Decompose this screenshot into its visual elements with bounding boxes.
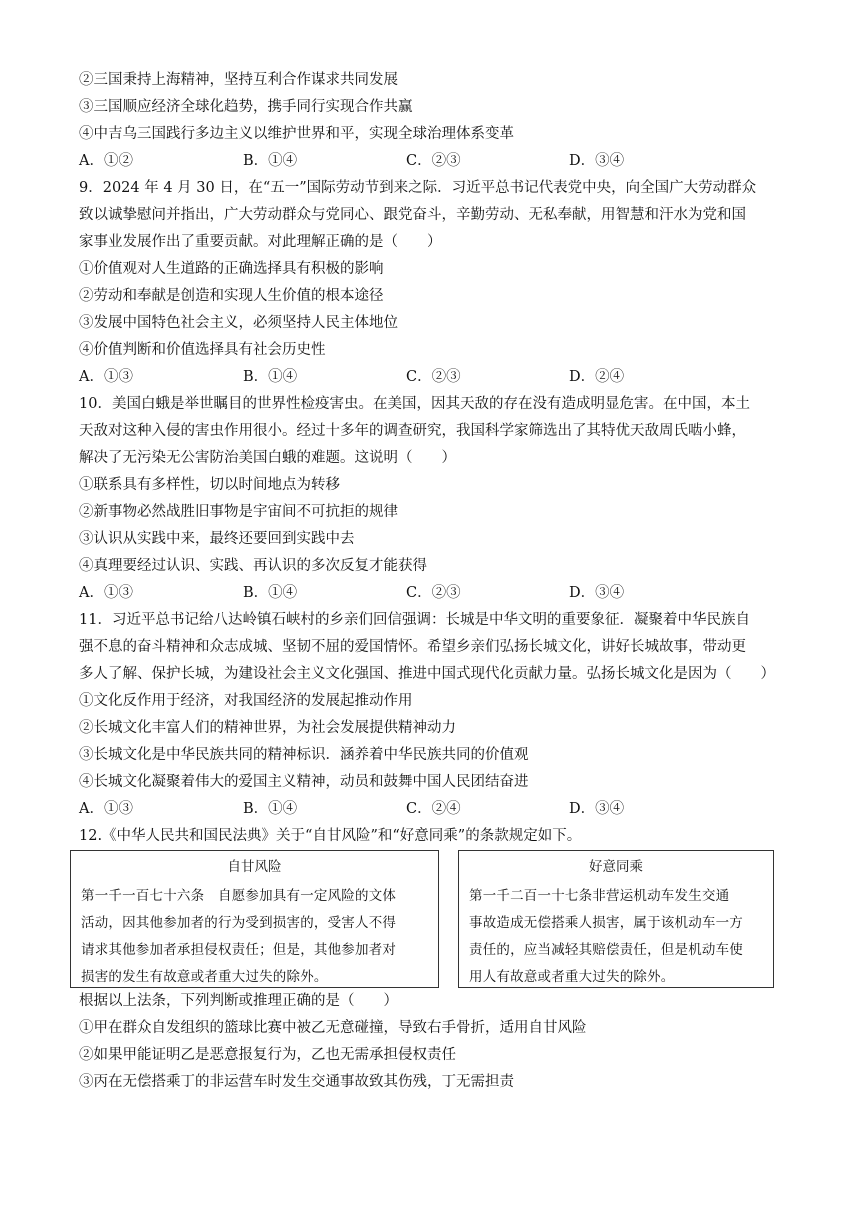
- law-box-self-risk-line: 损害的发生有故意或者重大过失的除外。: [81, 969, 328, 985]
- q11-option-a: A．①③: [79, 801, 133, 817]
- law-box-goodwill-ride-line: 责任的，应当减轻其赔偿责任，但是机动车使: [469, 942, 743, 958]
- q8-item-2: ②三国秉持上海精神，坚持互利合作谋求共同发展: [79, 72, 398, 88]
- q9-item-1: ①价值观对人生道路的正确选择具有积极的影响: [79, 261, 384, 277]
- q11-item-1: ①文化反作用于经济，对我国经济的发展起推动作用: [79, 693, 413, 709]
- q9-stem-line-2: 致以诚挚慰问并指出，广大劳动群众与党同心、跟党奋斗，辛勤劳动、无私奉献，用智慧和汗水为党和国: [79, 207, 746, 223]
- law-box-self-risk-line: 活动，因其他参加者的行为受到损害的，受害人不得: [81, 915, 397, 931]
- q9-option-b: B．①④: [243, 369, 298, 385]
- law-box-goodwill-ride-line: 第一千二百一十七条非营运机动车发生交通: [469, 888, 730, 904]
- q12-item-3: ③丙在无偿搭乘丁的非运营车时发生交通事故致其伤残，丁无需担责: [79, 1074, 514, 1090]
- q10-item-3: ③认识从实践中来，最终还要回到实践中去: [79, 531, 355, 547]
- q11-options: [79, 799, 779, 819]
- q12-item-2: ②如果甲能证明乙是恶意报复行为，乙也无需承担侵权责任: [79, 1047, 456, 1063]
- q8-options: [79, 151, 779, 171]
- q11-stem-line-2: 强不息的奋斗精神和众志成城、坚韧不屈的爱国情怀。希望乡亲们弘扬长城文化，讲好长城故事，带动更: [79, 639, 746, 655]
- q10-item-1: ①联系具有多样性，切以时间地点为转移: [79, 477, 340, 493]
- q11-item-4: ④长城文化凝聚着伟大的爱国主义精神，动员和鼓舞中国人民团结奋进: [79, 774, 529, 790]
- law-box-self-risk-line: 请求其他参加者承担侵权责任；但是，其他参加者对: [81, 942, 397, 958]
- q12-stem: 12.《中华人民共和国民法典》关于“自甘风险”和“好意同乘”的条款规定如下。: [79, 828, 582, 844]
- q11-stem-line-3: 多人了解、保护长城，为建设社会主义文化强国、推进中国式现代化贡献力量。弘扬长城文化是因为（ ）: [79, 666, 775, 682]
- q9-option-d: D．②④: [569, 369, 625, 385]
- q10-option-c: C．②③: [406, 585, 461, 601]
- q8-option-c: C．②③: [406, 153, 461, 169]
- q10-item-2: ②新事物必然战胜旧事物是宇宙间不可抗拒的规律: [79, 504, 398, 520]
- q9-options: [79, 367, 779, 387]
- q11-option-b: B．①④: [243, 801, 298, 817]
- law-box-goodwill-ride-line: 用人有故意或者重大过失的除外。: [469, 969, 675, 985]
- q9-option-a: A．①③: [79, 369, 133, 385]
- q8-option-d: D．③④: [569, 153, 625, 169]
- q9-stem-line-1: 9．2024 年 4 月 30 日，在“五一”国际劳动节到来之际．习近平总书记代表党中央，向全国广大劳动群众: [79, 180, 757, 196]
- law-box-goodwill-ride-title: 好意同乘: [589, 859, 643, 875]
- q9-stem-line-3: 家事业发展作出了重要贡献。对此理解正确的是（ ）: [79, 234, 442, 250]
- q10-stem-line-3: 解决了无污染无公害防治美国白蛾的难题。这说明（ ）: [79, 450, 456, 466]
- q11-stem-line-1: 11．习近平总书记给八达岭镇石峡村的乡亲们回信强调：长城是中华文明的重要象征．凝聚着中华民族自: [79, 612, 750, 628]
- q9-item-2: ②劳动和奉献是创造和实现人生价值的根本途径: [79, 288, 384, 304]
- q11-item-2: ②长城文化丰富人们的精神世界，为社会发展提供精神动力: [79, 720, 456, 736]
- law-box-self-risk-title: 自甘风险: [227, 859, 282, 875]
- q8-item-4: ④中吉乌三国践行多边主义以维护世界和平，实现全球治理体系变革: [79, 126, 514, 142]
- q10-option-d: D．③④: [569, 585, 625, 601]
- law-box-goodwill-ride-line: 事故造成无偿搭乘人损害，属于该机动车一方: [469, 915, 743, 931]
- q10-option-b: B．①④: [243, 585, 298, 601]
- law-box-self-risk-line: 第一千一百七十六条 自愿参加具有一定风险的文体: [81, 888, 397, 904]
- q11-item-3: ③长城文化是中华民族共同的精神标识．涵养着中华民族共同的价值观: [79, 747, 529, 763]
- q11-option-d: D．③④: [569, 801, 625, 817]
- q10-stem-line-2: 天敌对这种入侵的害虫作用很小。经过十多年的调查研究，我国科学家筛选出了其特优天敌周氏啮小蜂，: [79, 423, 746, 439]
- q11-option-c: C．②④: [406, 801, 461, 817]
- q9-option-c: C．②③: [406, 369, 461, 385]
- q10-item-4: ④真理要经过认识、实践、再认识的多次反复才能获得: [79, 558, 427, 574]
- q8-option-b: B．①④: [243, 153, 298, 169]
- law-box-goodwill-ride: [458, 850, 774, 988]
- q8-option-a: A．①②: [79, 153, 133, 169]
- q12-question: 根据以上法条，下列判断或推理正确的是（ ）: [79, 993, 398, 1009]
- q10-options: [79, 583, 779, 603]
- q10-option-a: A．①③: [79, 585, 133, 601]
- q9-item-4: ④价值判断和价值选择具有社会历史性: [79, 342, 326, 358]
- q12-item-1: ①甲在群众自发组织的篮球比赛中被乙无意碰撞，导致右手骨折，适用自甘风险: [79, 1020, 587, 1036]
- law-box-self-risk: [70, 850, 439, 988]
- q9-item-3: ③发展中国特色社会主义，必须坚持人民主体地位: [79, 315, 398, 331]
- q8-item-3: ③三国顺应经济全球化趋势，携手同行实现合作共赢: [79, 99, 413, 115]
- q10-stem-line-1: 10．美国白蛾是举世瞩目的世界性检疫害虫。在美国，因其天敌的存在没有造成明显危害。在中国，本土: [79, 396, 750, 412]
